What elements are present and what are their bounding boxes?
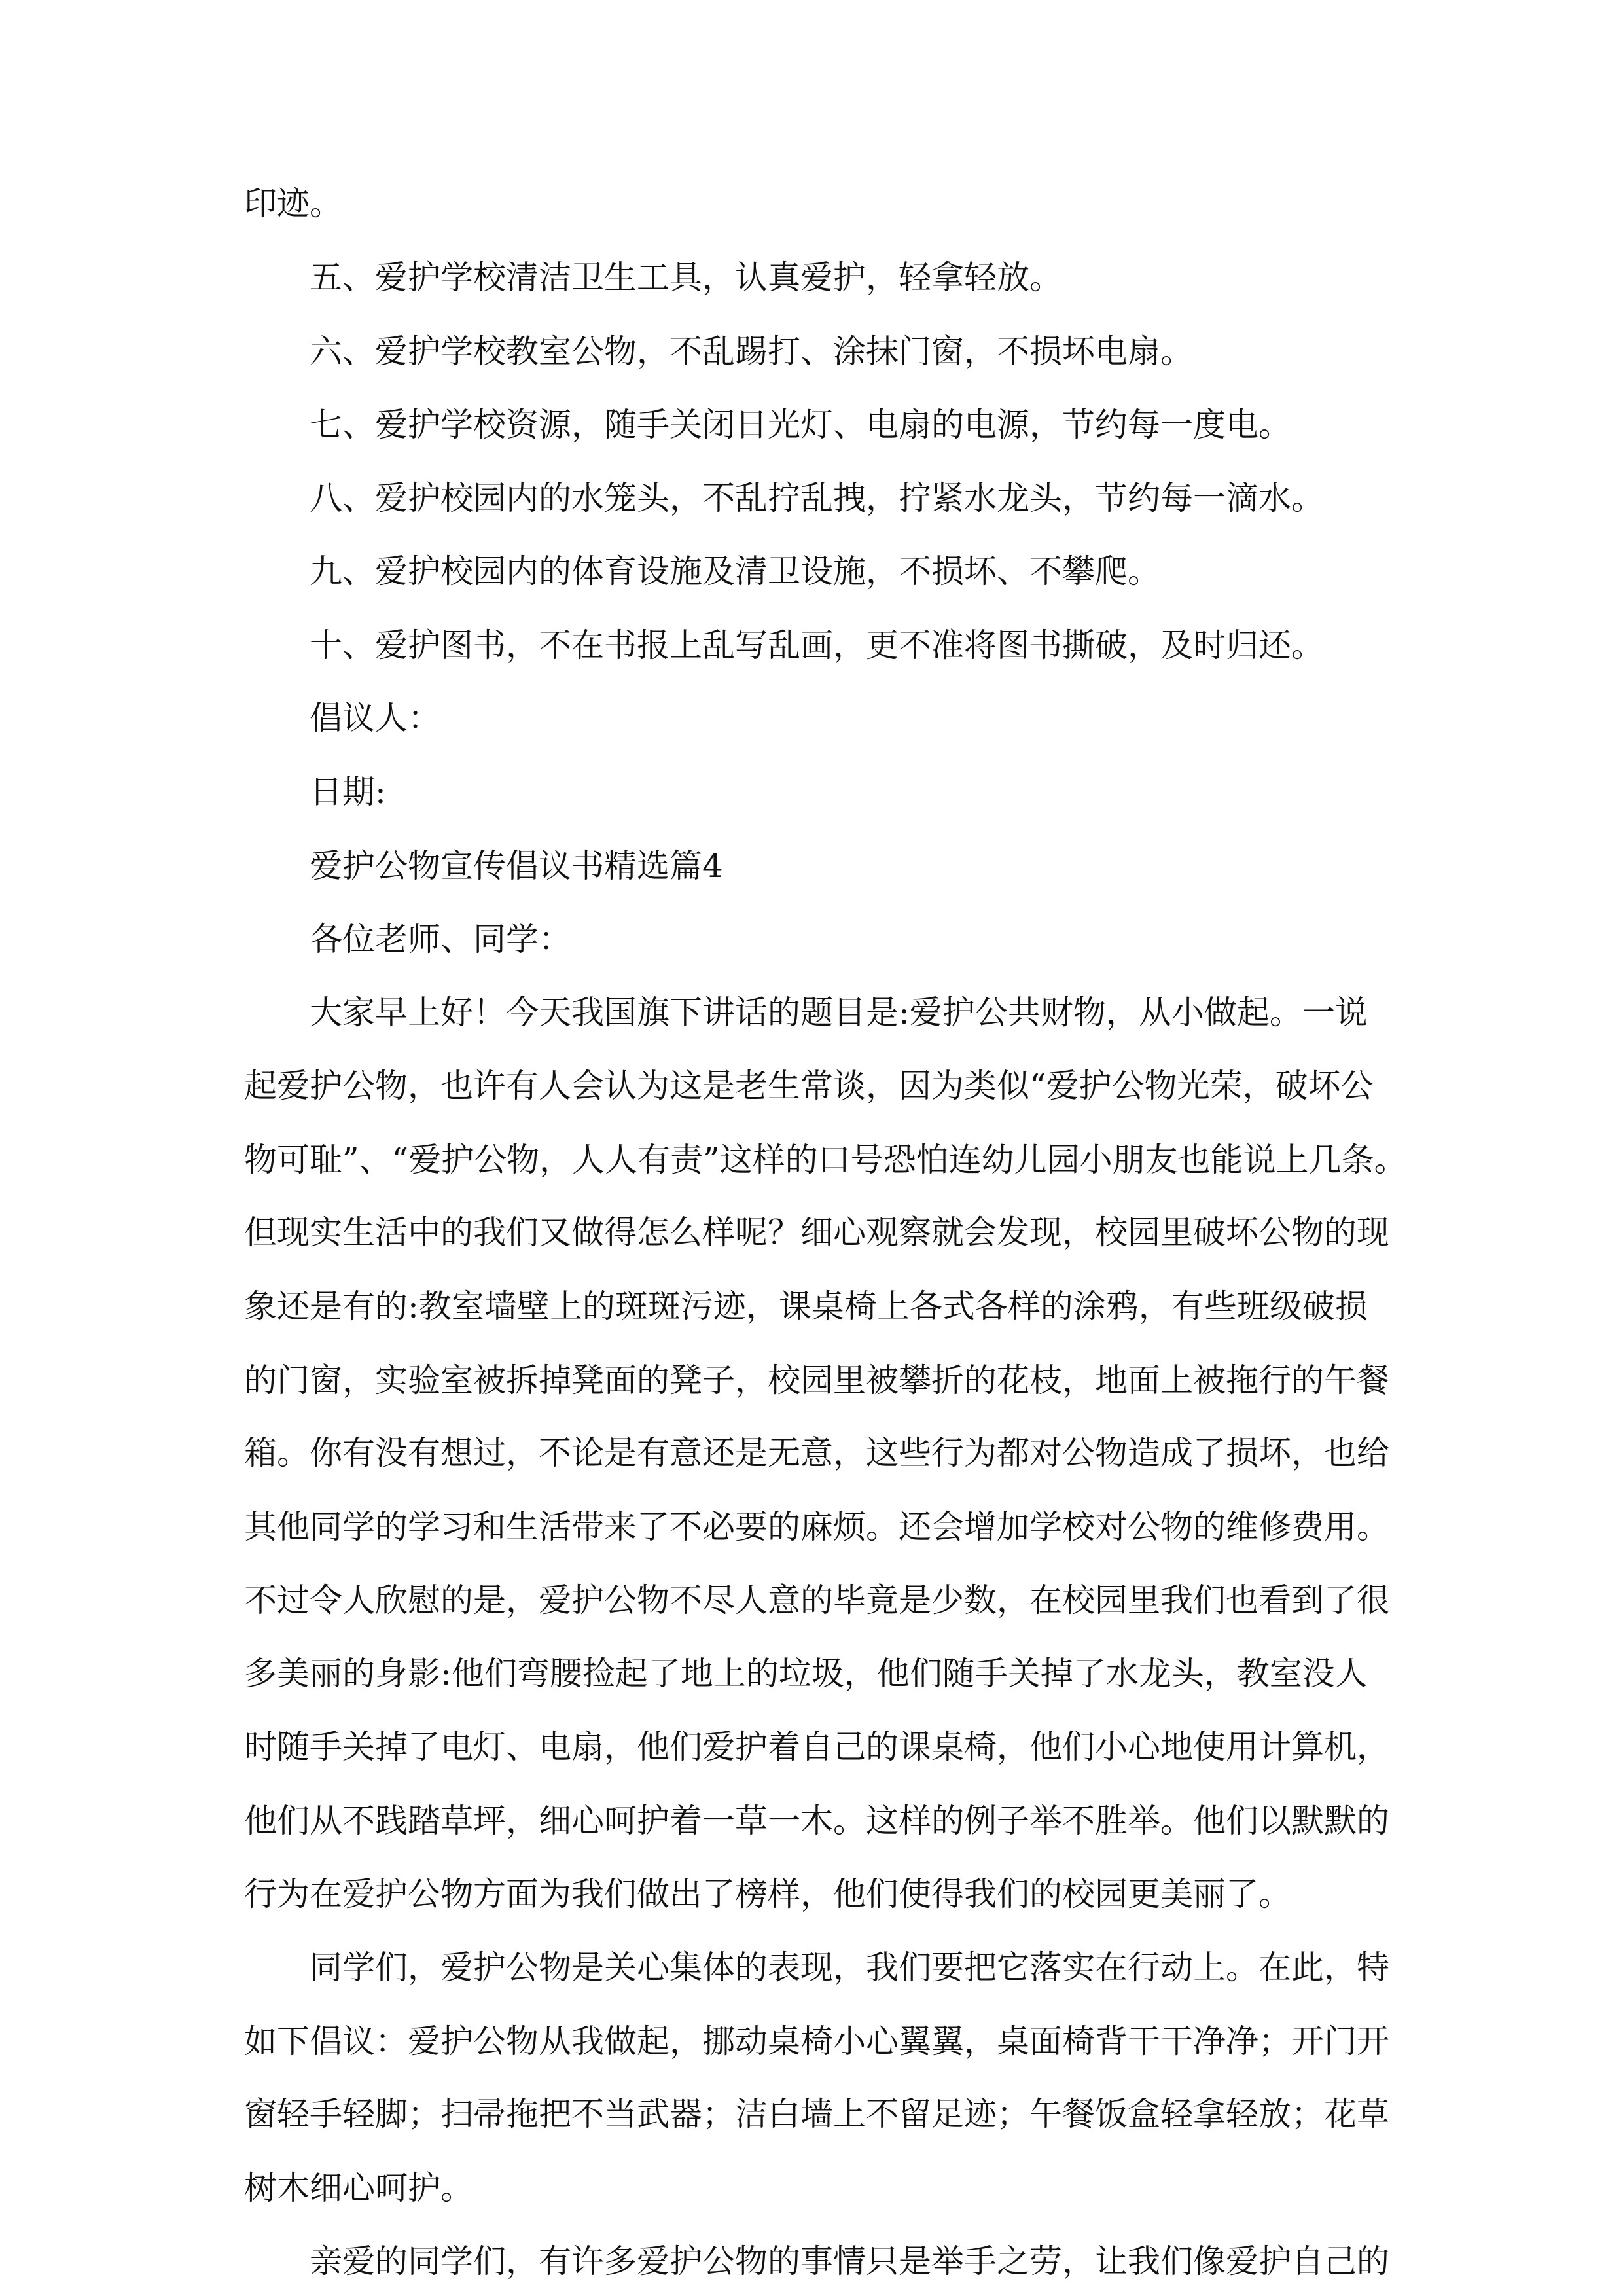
proposer-label: 倡议人：	[310, 699, 440, 737]
paragraph-1-line-8: 其他同学的学习和生活带来了不必要的麻烦。还会增加学校对公物的维修费用。	[244, 1508, 1389, 1546]
paragraph-1-line-3: 物可耻”、“爱护公物，人人有责”这样的口号恐怕连幼儿园小朋友也能说上几条。	[244, 1141, 1407, 1179]
section-title: 爱护公物宣传倡议书精选篇4	[310, 847, 723, 885]
paragraph-1-line-2: 起爱护公物，也许有人会认为这是老生常谈，因为类似“爱护公物光荣，破坏公	[244, 1067, 1374, 1105]
paragraph-1-line-12: 他们从不践踏草坪，细心呵护着一草一木。这样的例子举不胜举。他们以默默的	[244, 1802, 1389, 1840]
paragraph-1-line-5: 象还是有的:教室墙壁上的斑斑污迹，课桌椅上各式各样的涂鸦，有些班级破损	[244, 1287, 1368, 1325]
paragraph-2-line-2: 如下倡议：爱护公物从我做起，挪动桌椅小心翼翼，桌面椅背干干净净；开门开	[244, 2022, 1389, 2060]
paragraph-3-line-1: 亲爱的同学们，有许多爱护公物的事情只是举手之劳，让我们像爱护自己的	[310, 2242, 1389, 2280]
paragraph-1-line-10: 多美丽的身影:他们弯腰捡起了地上的垃圾，他们随手关掉了水龙头，教室没人	[244, 1655, 1368, 1693]
list-item-8: 八、爱护校园内的水笼头，不乱拧乱拽，拧紧水龙头，节约每一滴水。	[310, 479, 1324, 517]
paragraph-1-line-11: 时随手关掉了电灯、电扇，他们爱护着自己的课桌椅，他们小心地使用计算机，	[244, 1728, 1389, 1766]
paragraph-1-line-4: 但现实生活中的我们又做得怎么样呢？细心观察就会发现，校园里破坏公物的现	[244, 1213, 1389, 1251]
paragraph-1-line-9: 不过令人欣慰的是，爱护公物不尽人意的毕竟是少数，在校园里我们也看到了很	[244, 1581, 1389, 1619]
list-item-10: 十、爱护图书，不在书报上乱写乱画，更不准将图书撕破，及时归还。	[310, 626, 1324, 664]
paragraph-2-line-4: 树木细心呵护。	[244, 2169, 473, 2207]
salutation: 各位老师、同学：	[310, 920, 571, 958]
list-item-7: 七、爱护学校资源，随手关闭日光灯、电扇的电源，节约每一度电。	[310, 406, 1291, 444]
list-item-9: 九、爱护校园内的体育设施及清卫设施，不损坏、不攀爬。	[310, 552, 1160, 590]
list-item-5: 五、爱护学校清洁卫生工具，认真爱护，轻拿轻放。	[310, 259, 1062, 296]
paragraph-1-line-6: 的门窗，实验室被拆掉凳面的凳子，校园里被攀折的花枝，地面上被拖行的午餐	[244, 1361, 1389, 1399]
paragraph-2-line-1: 同学们，爱护公物是关心集体的表现，我们要把它落实在行动上。在此，特	[310, 1948, 1389, 1986]
continuation-text: 印迹。	[244, 185, 342, 223]
paragraph-2-line-3: 窗轻手轻脚；扫帚拖把不当武器；洁白墙上不留足迹；午餐饭盒轻拿轻放；花草	[244, 2095, 1389, 2133]
date-label: 日期:	[310, 773, 386, 811]
paragraph-1-line-13: 行为在爱护公物方面为我们做出了榜样，他们使得我们的校园更美丽了。	[244, 1875, 1291, 1913]
list-item-6: 六、爱护学校教室公物，不乱踢打、涂抹门窗，不损坏电扇。	[310, 332, 1193, 370]
paragraph-1-line-7: 箱。你有没有想过，不论是有意还是无意，这些行为都对公物造成了损坏，也给	[244, 1434, 1389, 1472]
paragraph-1-line-1: 大家早上好！今天我国旗下讲话的题目是:爱护公共财物，从小做起。一说	[310, 994, 1368, 1031]
